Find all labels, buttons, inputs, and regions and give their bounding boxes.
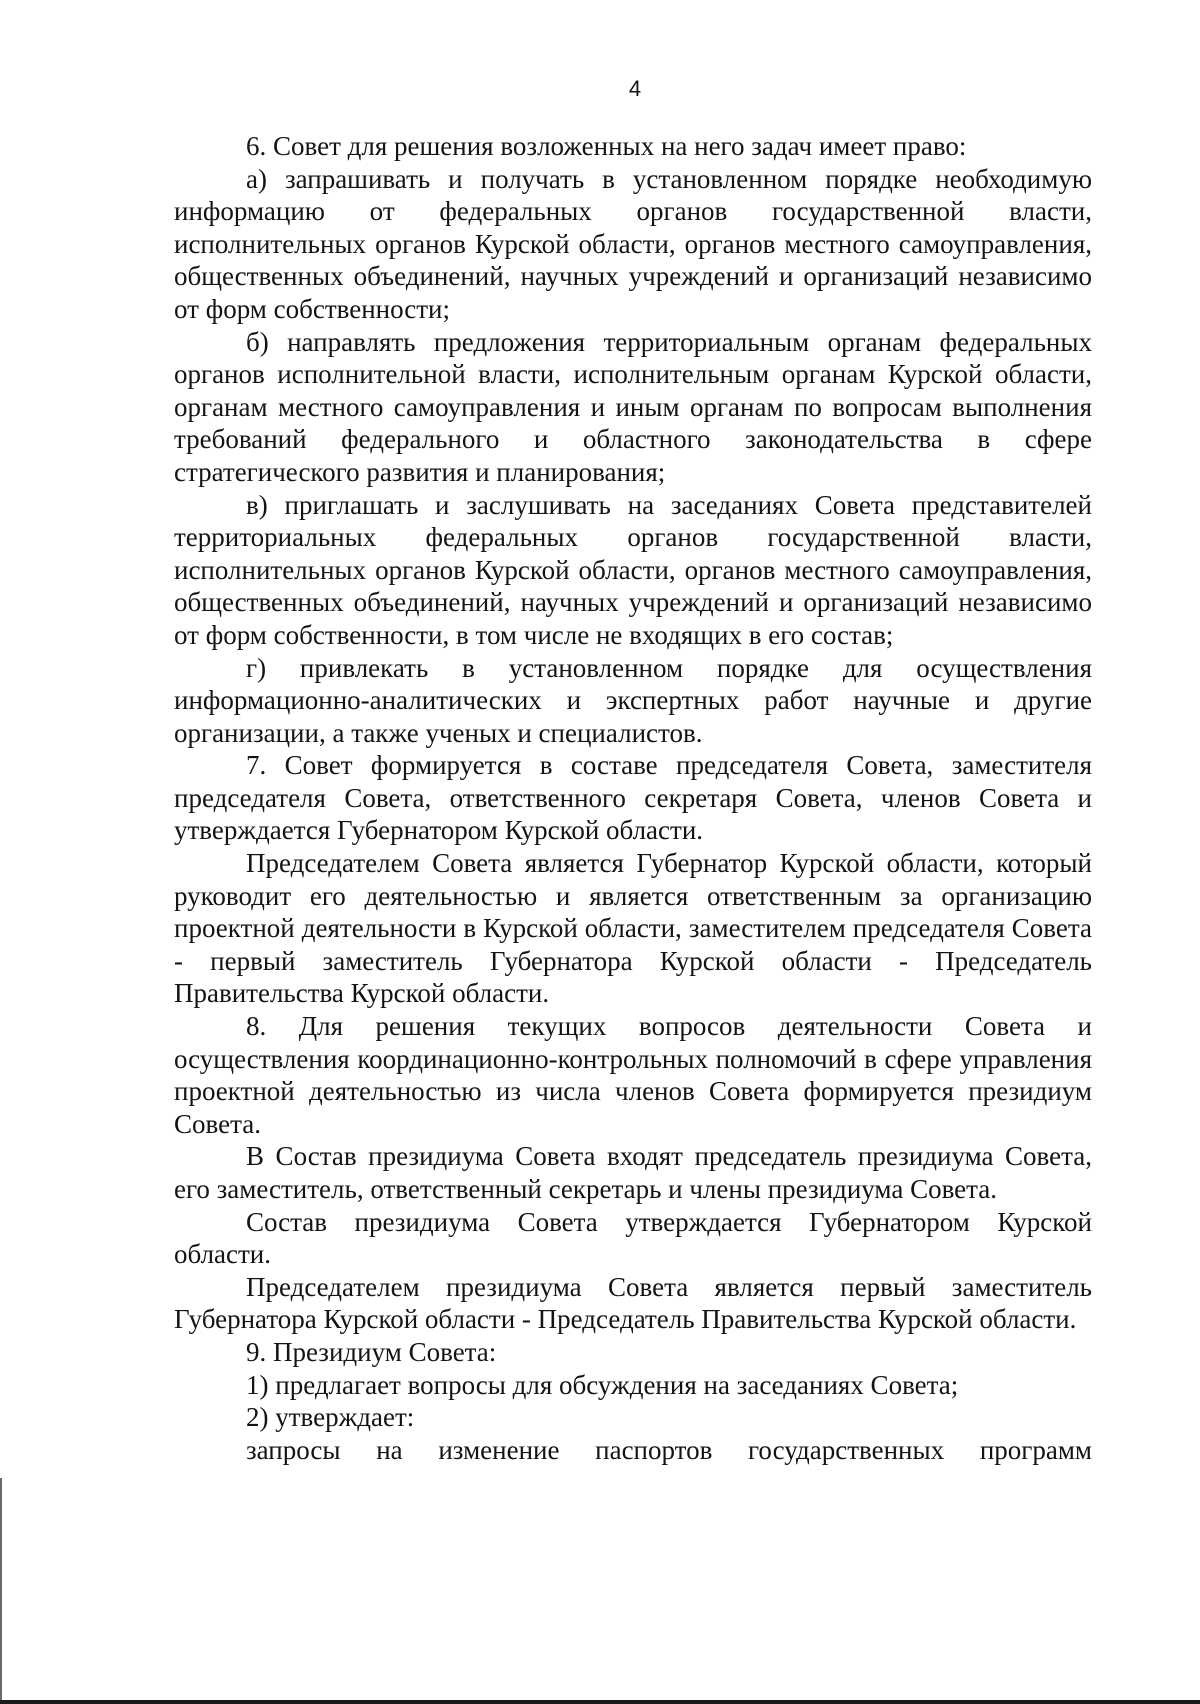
paragraph-6a: а) запрашивать и получать в установленном порядке необходимую информацию от федеральных органов государственной власти, исполнительных органов Курской области, органов местного самоуправления, общественных объединений, научных учреждений и организаций независимо от форм собственности; (174, 163, 1092, 324)
paragraph-9-2-requests: запросы на изменение паспортов государственных программ (246, 1434, 1092, 1465)
paragraph-6g: г) привлекать в установленном порядке для осуществления информационно-аналитических и экспертных работ научные и другие организации, а также ученых и специалистов. (174, 652, 1092, 748)
paragraph-chairman: Председателем Совета является Губернатор Курской области, который руководит его деятельностью и является ответственным за организацию проектной деятельности в Курской области, заместителем председателя Совета - первый заместитель Губернатора Курской области - Председатель Правительства Курской области. (174, 848, 1092, 1009)
paragraph-9-1: 1) предлагает вопросы для обсуждения на заседаниях Совета; (246, 1369, 959, 1400)
page-number: 4 (628, 76, 642, 101)
scan-edge-mark (0, 1478, 2, 1700)
paragraph-6v: в) приглашать и заслушивать на заседаниях Совета представителей территориальных федеральных органов государственной власти, исполнительных органов Курской области, органов местного самоуправления, общественных объединений, научных учреждений и организаций независимо от форм собственности, в том числе не входящих в его состав; (174, 489, 1092, 650)
paragraph-9: 9. Президиум Совета: (246, 1336, 497, 1367)
paragraph-presidium-chairman: Председателем президиума Совета является первый заместитель Губернатора Курской области - Председатель Правительства Курской области. (174, 1271, 1092, 1335)
paragraph-9-2: 2) утверждает: (246, 1402, 415, 1433)
paragraph-presidium-approval: Состав президиума Совета утверждается Губернатором Курской области. (174, 1206, 1092, 1270)
paragraph-6b: б) направлять предложения территориальным органам федеральных органов исполнительной власти, исполнительным органам Курской области, органам местного самоуправления и иным органам по вопросам выполнения требований федерального и областного законодательства в сфере стратегического развития и планирования; (174, 326, 1092, 487)
paragraph-7: 7. Совет формируется в составе председателя Совета, заместителя председателя Совета, ответственного секретаря Совета, членов Совета и утверждается Губернатором Курской области. (174, 750, 1092, 846)
scan-bottom-edge (0, 1700, 1200, 1704)
paragraph-presidium-composition: В Состав президиума Совета входят председатель президиума Совета, его заместитель, ответственный секретарь и члены президиума Совета. (174, 1141, 1092, 1204)
paragraph-6: 6. Совет для решения возложенных на него задач имеет право: (246, 131, 967, 161)
paragraph-8: 8. Для решения текущих вопросов деятельности Совета и осуществления координационно-контрольных полномочий в сфере управления проектной деятельностью из числа членов Совета формируется президиум Совета. (174, 1011, 1092, 1139)
document-body (174, 130, 1092, 1466)
